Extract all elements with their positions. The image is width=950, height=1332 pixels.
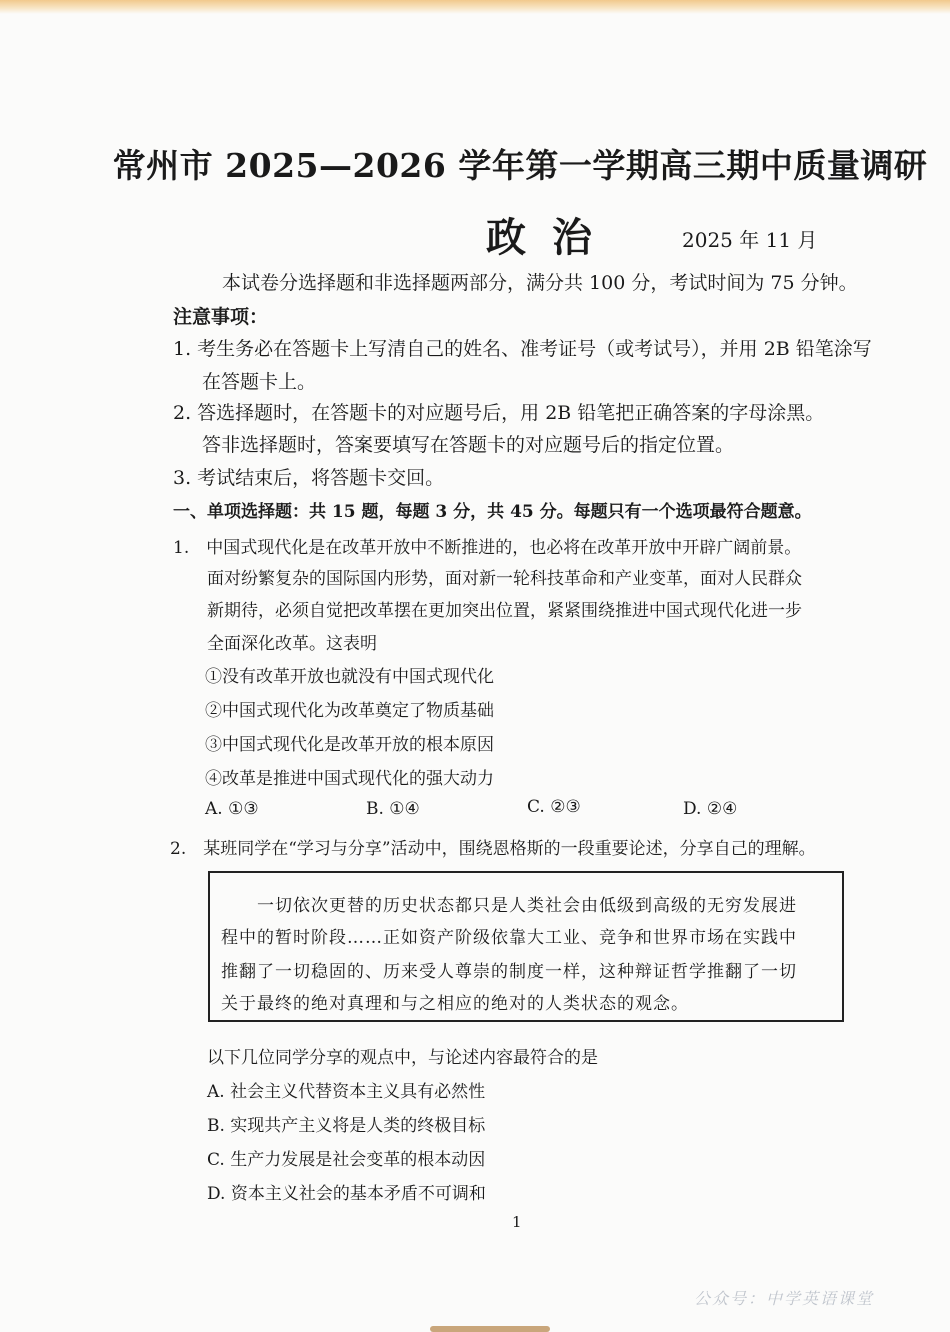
notice-item: 3. 考试结束后，将答题卡交回。 xyxy=(173,467,445,489)
subject-title: 政治 xyxy=(486,214,618,261)
exam-title: 常州市 2025—2026 学年第一学期高三期中质量调研 xyxy=(112,146,928,185)
q1-statement: ④改革是推进中国式现代化的强大动力 xyxy=(205,769,494,789)
q1-stem-line: 1. 中国式现代化是在改革开放中不断推进的，也必将在改革开放中开辟广阔前景。 xyxy=(173,538,802,558)
q1-stem-line: 面对纷繁复杂的国际国内形势，面对新一轮科技革命和产业变革，面对人民群众 xyxy=(207,569,802,589)
exam-intro: 本试卷分选择题和非选择题两部分，满分共 100 分，考试时间为 75 分钟。 xyxy=(222,272,858,294)
q2-quote-line: 关于最终的绝对真理和与之相应的绝对的人类状态的观念。 xyxy=(221,994,689,1014)
q1-statement: ②中国式现代化为改革奠定了物质基础 xyxy=(205,701,494,721)
q2-option-b: B. 实现共产主义将是人类的终极目标 xyxy=(207,1116,486,1136)
watermark: 公众号：中学英语课堂 xyxy=(694,1289,875,1308)
q2-quote-line: 一切依次更替的历史状态都只是人类社会由低级到高级的无穷发展进 xyxy=(257,896,797,916)
notice-item: 1. 考生务必在答题卡上写清自己的姓名、准考证号（或考试号），并用 2B 铅笔涂写 xyxy=(173,338,872,360)
q1-option-c: C. ②③ xyxy=(527,797,581,817)
q2-option-a: A. 社会主义代替资本主义具有必然性 xyxy=(207,1082,486,1102)
q1-option-b: B. ①④ xyxy=(366,799,420,819)
section-heading: 一、单项选择题：共 15 题，每题 3 分，共 45 分。每题只有一个选项最符合题意。 xyxy=(173,502,812,522)
notice-item: 2. 答选择题时，在答题卡的对应题号后，用 2B 铅笔把正确答案的字母涂黑。 xyxy=(173,402,825,424)
q2-prompt: 以下几位同学分享的观点中，与论述内容最符合的是 xyxy=(207,1048,598,1068)
q1-option-d: D. ②④ xyxy=(683,799,738,819)
notice-item: 在答题卡上。 xyxy=(202,371,317,393)
notice-heading: 注意事项： xyxy=(173,306,269,328)
q1-statement: ①没有改革开放也就没有中国式现代化 xyxy=(205,667,494,687)
q1-stem-line: 新期待，必须自觉把改革摆在更加突出位置，紧紧围绕推进中国式现代化进一步 xyxy=(207,601,802,621)
q2-stem: 2. 某班同学在“学习与分享”活动中，围绕恩格斯的一段重要论述，分享自己的理解。 xyxy=(170,839,816,859)
exam-date: 2025 年 11 月 xyxy=(682,228,818,252)
page-number: 1 xyxy=(512,1213,522,1231)
scan-bottom-edge xyxy=(430,1326,550,1332)
q1-option-a: A. ①③ xyxy=(205,799,259,819)
q1-statement: ③中国式现代化是改革开放的根本原因 xyxy=(205,735,494,755)
q2-quote-line: 推翻了一切稳固的、历来受人尊崇的制度一样，这种辩证哲学推翻了一切 xyxy=(221,962,797,982)
q1-stem-line: 全面深化改革。这表明 xyxy=(207,634,377,654)
notice-item: 答非选择题时，答案要填写在答题卡的对应题号后的指定位置。 xyxy=(202,434,735,456)
q2-option-d: D. 资本主义社会的基本矛盾不可调和 xyxy=(207,1184,486,1204)
q2-option-c: C. 生产力发展是社会变革的根本动因 xyxy=(207,1150,486,1170)
q2-quote-line: 程中的暂时阶段……正如资产阶级依靠大工业、竞争和世界市场在实践中 xyxy=(221,928,797,948)
